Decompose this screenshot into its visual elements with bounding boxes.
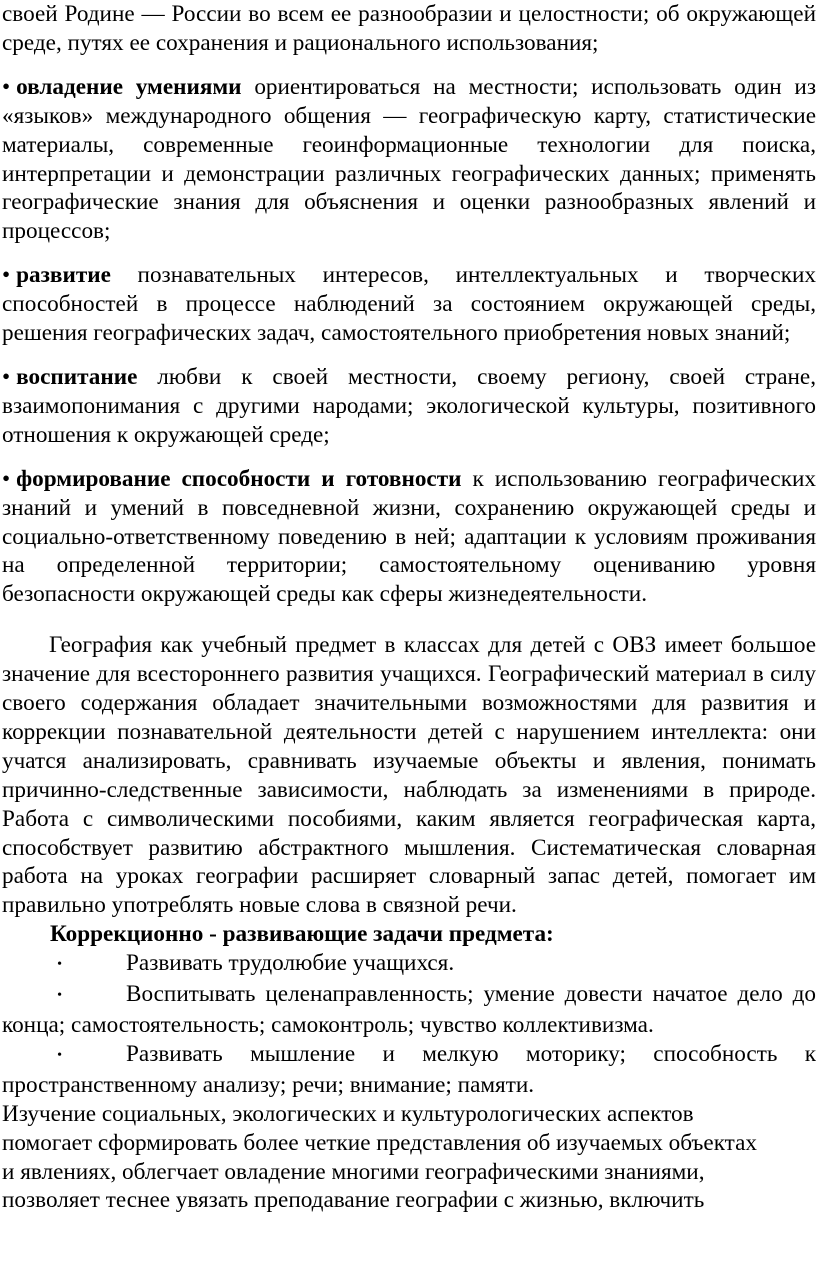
bullet-formation bbox=[2, 465, 816, 610]
bullet-upbringing bbox=[2, 363, 816, 450]
bullet-bold-term: воспитание bbox=[16, 363, 138, 390]
task-item bbox=[2, 1040, 816, 1100]
task-bullet-marker: • bbox=[57, 957, 62, 973]
bullet-marker: • bbox=[2, 73, 11, 100]
bullet-text: ориентироваться на местности; использовать один из «языков» международного общения — географическую карту, статистические материалы, современные геоинформационные технологии для поиска, интерпретации и демонстрации различных географических данных; применять географические знания для объяснения и оценки разнообразных явлений и процессов; bbox=[2, 73, 816, 245]
task-text: Развивать мышление и мелкую моторику; способность к пространственному анализу; речи; внимание; памяти. bbox=[2, 1040, 816, 1098]
bullet-skills bbox=[2, 73, 816, 246]
geography-paragraph: География как учебный предмет в классах для детей с ОВЗ имеет большое значение для всестороннего развития учащихся. Географический материал в силу своего содержания обладает значительными возможностями для развития и коррекции познавательной деятельности детей с нарушением интеллекта: они учатся анализировать, сравнивать изучаемые объекты и явления, понимать причинно-следственные зависимости, наблюдать за изменениями в природе. Работа с символическими пособиями, каким является географическая карта, способствует развитию абстрактного мышления. Систематическая словарная работа на уроках географии расширяет словарный запас детей, помогает им правильно употреблять новые слова в связной речи. bbox=[2, 632, 816, 919]
bullet-text: познавательных интересов, интеллектуальных и творческих способностей в процессе наблюдений за состоянием окружающей среды, решения географических задач, самостоятельного приобретения новых знаний; bbox=[2, 262, 816, 347]
bullet-bold-term: овладение умениями bbox=[16, 73, 242, 100]
closing-line: Изучение социальных, экологических и культурологических аспектов bbox=[2, 1100, 694, 1127]
bullet-text: любви к своей местности, своему региону, своей стране, взаимопонимания с другими народами; экологической культуры, позитивного отношения к окружающей среде; bbox=[2, 363, 816, 448]
closing-line: и явлениях, облегчает овладение многими географическими знаниями, bbox=[2, 1158, 705, 1185]
bullet-marker: • bbox=[2, 363, 11, 390]
task-item bbox=[2, 949, 816, 980]
closing-paragraph bbox=[2, 1100, 816, 1216]
tasks-heading: Коррекционно - развивающие задачи предмета: bbox=[50, 921, 554, 948]
task-bullet-marker: • bbox=[57, 988, 62, 1004]
bullet-marker: • bbox=[2, 262, 11, 289]
bullet-marker: • bbox=[2, 465, 11, 492]
bullet-development bbox=[2, 261, 816, 348]
bullet-bold-term: формирование способности и готовности bbox=[16, 465, 462, 492]
task-text: Развивать трудолюбие учащихся. bbox=[126, 950, 455, 977]
task-text: Воспитывать целенаправленность; умение довести начатое дело до конца; самостоятельность; самоконтроль; чувство коллективизма. bbox=[2, 981, 816, 1038]
task-bullet-marker: • bbox=[57, 1047, 62, 1063]
bullet-text: к использованию географических знаний и умений в повседневной жизни, сохранению окружающей среды и социально-ответственному поведению в ней; адаптации к условиям проживания на определенной территории; самостоятельному оцениванию уровня безопасности окружающей среды как сферы жизнедеятельности. bbox=[2, 465, 816, 608]
closing-line: позволяет теснее увязать преподавание географии с жизнью, включить bbox=[2, 1187, 705, 1214]
top-fragment-paragraph: своей Родине — России во всем ее разнообразии и целостности; об окружающей среде, путях ее сохранения и рационального использования; bbox=[2, 1, 816, 56]
bullet-bold-term: развитие bbox=[16, 262, 111, 289]
closing-line: помогает сформировать более четкие представления об изучаемых объектах bbox=[2, 1129, 757, 1156]
task-item bbox=[2, 980, 816, 1040]
